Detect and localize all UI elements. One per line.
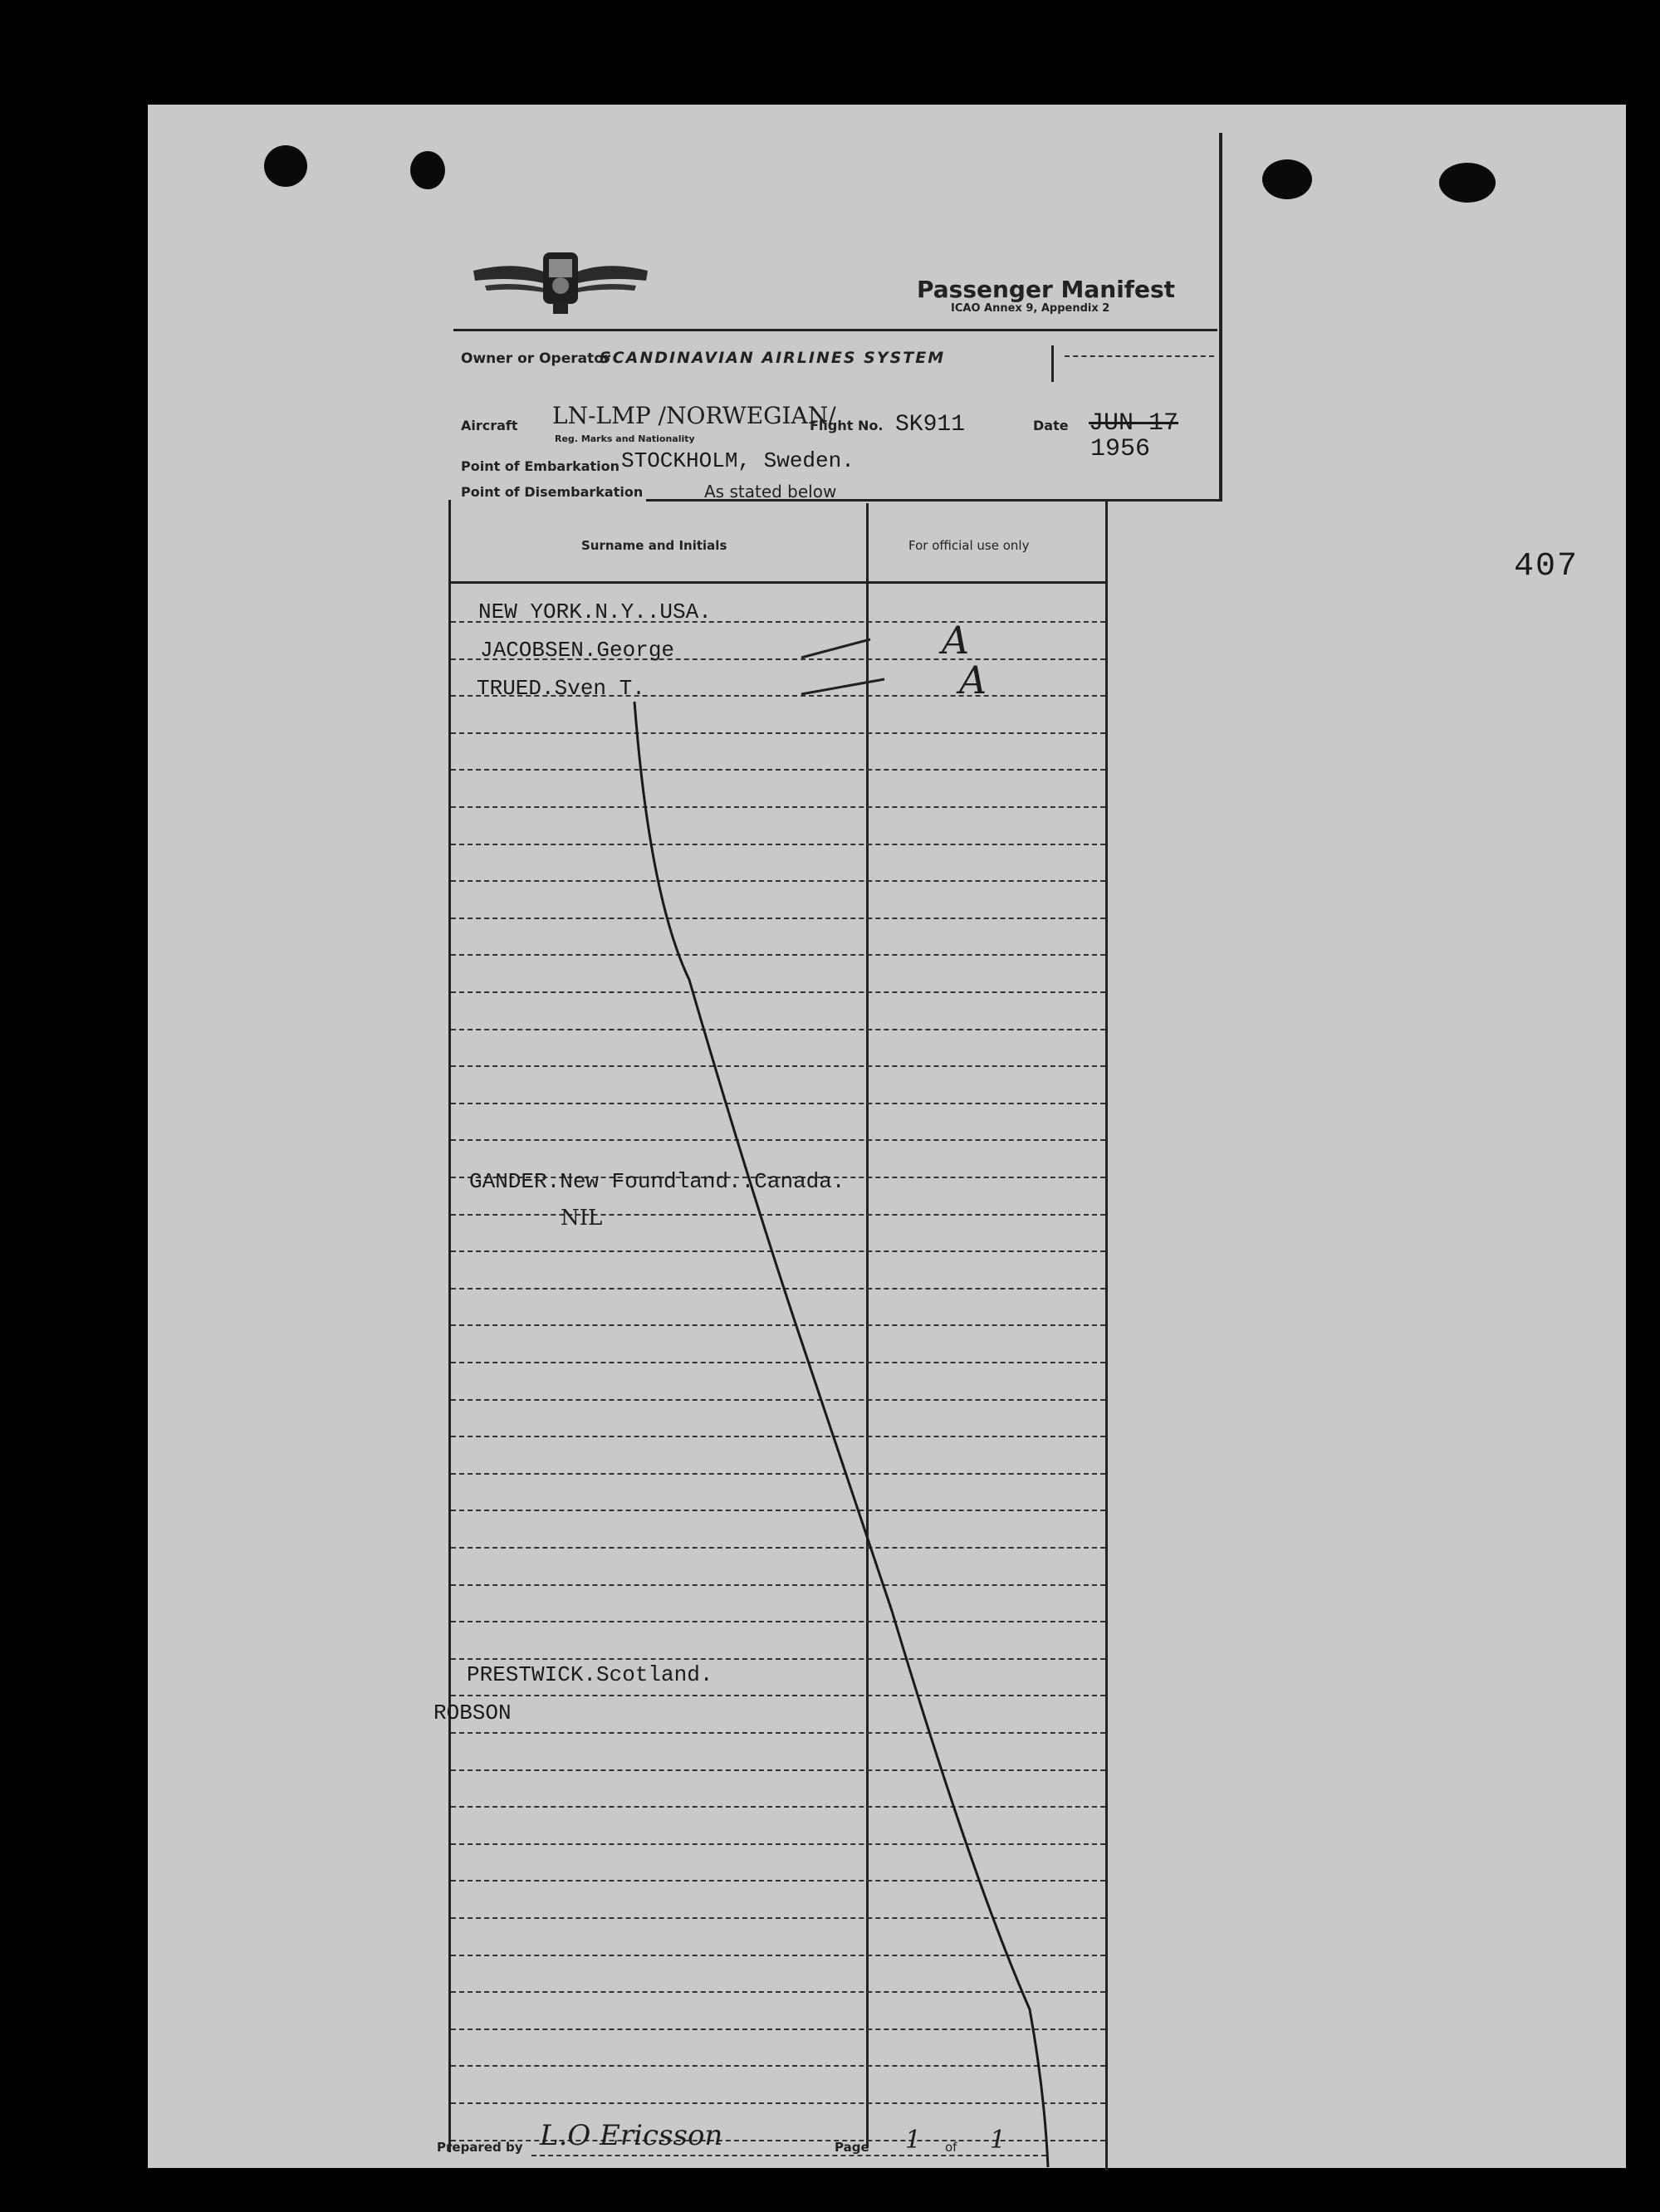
diagonal-strike-line: [634, 702, 1048, 2167]
footer-dashed-line: [531, 2155, 1046, 2156]
list-item: NEW YORK.N.Y..USA.: [478, 599, 712, 624]
official-mark: A: [942, 618, 970, 663]
col-surname-header: Surname and Initials: [581, 538, 727, 553]
date-year: 1956: [1090, 435, 1151, 463]
prepared-signature: L.O Ericsson: [540, 2119, 723, 2152]
form-title: Passenger Manifest: [917, 276, 1176, 303]
embarkation-value: STOCKHOLM, Sweden.: [621, 448, 854, 473]
page-label: Page: [835, 2140, 869, 2155]
reg-marks-label: Reg. Marks and Nationality: [555, 433, 695, 444]
flight-value: SK911: [895, 412, 966, 438]
tick-mark: [801, 639, 870, 658]
of-label: of: [945, 2140, 957, 2155]
tick-mark: [801, 679, 884, 694]
date-value: JUN 17: [1089, 409, 1179, 438]
aircraft-value: LN-LMP /NORWEGIAN/: [552, 402, 836, 429]
disembarkation-label: Point of Disembarkation: [461, 484, 644, 500]
list-item: TRUED.Sven T.: [477, 676, 645, 701]
owner-value: SCANDINAVIAN AIRLINES SYSTEM: [600, 349, 946, 367]
prepared-label: Prepared by: [437, 2140, 523, 2155]
aircraft-label: Aircraft: [461, 418, 518, 433]
col-official-header: For official use only: [908, 538, 1030, 553]
of-value: 1: [990, 2126, 1006, 2155]
flight-label: Flight No.: [810, 418, 884, 433]
official-mark: A: [959, 658, 987, 702]
form-subtitle: ICAO Annex 9, Appendix 2: [951, 302, 1110, 315]
list-item: PRESTWICK.Scotland.: [467, 1662, 713, 1687]
date-label: Date: [1033, 418, 1069, 433]
page-value: 1: [905, 2126, 922, 2155]
list-item: ROBSON: [433, 1701, 512, 1725]
list-item: NIL: [561, 1206, 603, 1231]
embarkation-label: Point of Embarkation: [461, 458, 620, 474]
list-item: GANDER.New Foundland..Canada.: [469, 1169, 845, 1194]
owner-label: Owner or Operator: [461, 350, 611, 367]
page-number-stamp: 407: [1514, 548, 1579, 585]
list-item: JACOBSEN.George: [480, 638, 675, 663]
disembarkation-value: As stated below: [704, 482, 837, 502]
